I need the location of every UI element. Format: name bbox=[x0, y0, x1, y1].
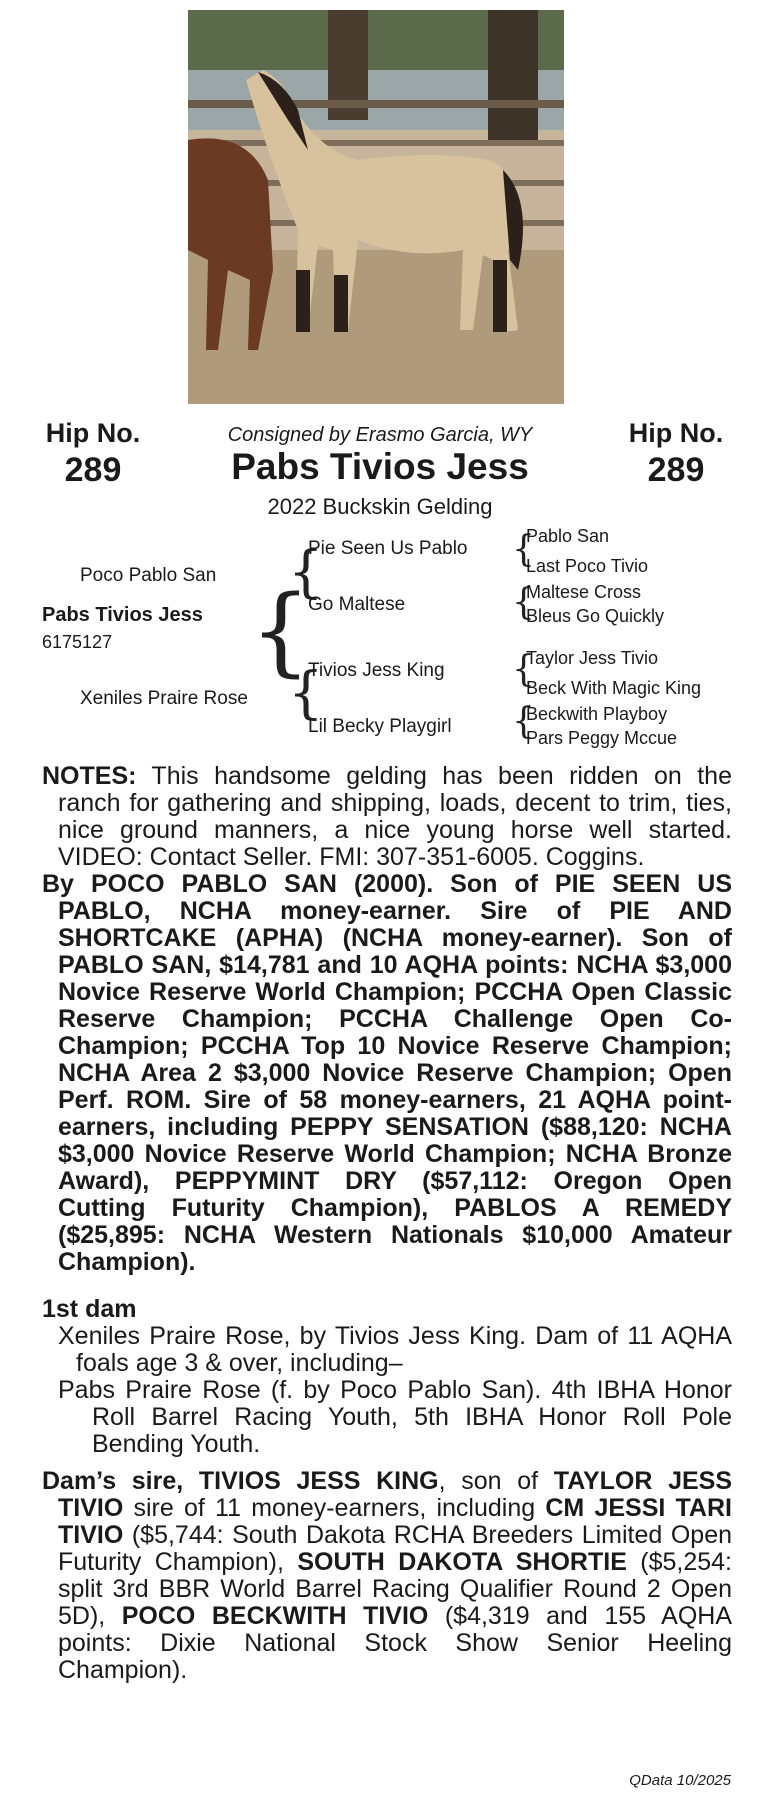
pedigree-ggp: Taylor Jess Tivio bbox=[526, 648, 659, 668]
pedigree-ggp: Pars Peggy Mccue bbox=[526, 728, 678, 748]
pedigree-ggp: Beckwith Playboy bbox=[526, 704, 668, 724]
catalog-body bbox=[42, 763, 732, 1684]
pedigree-sire-sire: Pie Seen Us Pablo bbox=[308, 538, 468, 559]
horse-photo-illustration bbox=[188, 10, 564, 404]
registration-number: 6175127 bbox=[42, 632, 113, 652]
dams-sire-lead: Dam’s sire, bbox=[42, 1467, 199, 1495]
pedigree-ggp: Last Poco Tivio bbox=[526, 556, 649, 576]
horse-description: 2022 Buckskin Gelding bbox=[267, 494, 493, 519]
hip-right bbox=[611, 418, 741, 490]
pedigree-sire-dam: Go Maltese bbox=[308, 594, 406, 615]
pedigree-dam-sire: Tivios Jess King bbox=[308, 660, 445, 681]
hip-label: Hip No. bbox=[45, 418, 141, 448]
offspring-name: CM JESSI TARI TIVIO bbox=[58, 1494, 732, 1549]
notes-text: This handsome gelding has been ridden on the ranch for gathering and shipping, loads, decent to trim, ties, nice ground manners, a nice young horse well started. VIDEO: Contact Seller. FMI: 307-351-6005. Coggins. bbox=[58, 762, 732, 871]
hip-label: Hip No. bbox=[628, 418, 724, 448]
brace-gp3: { bbox=[512, 649, 535, 690]
dams-sire-name: TIVIOS JESS KING bbox=[198, 1467, 439, 1495]
pedigree-ggp: Maltese Cross bbox=[526, 582, 642, 602]
text-run: , son of bbox=[438, 1467, 554, 1495]
pedigree-dam: Xeniles Praire Rose bbox=[80, 688, 248, 709]
brace-gp1: { bbox=[512, 529, 535, 570]
produce-record: Pabs Praire Rose (f. by Poco Pablo San). 4th IBHA Honor Roll Barrel Racing Youth, 5th IBHA Honor Roll Pole Bending Youth. bbox=[58, 1376, 732, 1458]
brace-dam: { bbox=[288, 661, 324, 726]
brace-gp4: { bbox=[512, 701, 535, 742]
hip-number: 289 bbox=[64, 451, 122, 489]
offspring-name: POCO BECKWITH TIVIO bbox=[121, 1602, 429, 1630]
hip-number: 289 bbox=[647, 451, 705, 489]
text-run: sire of 11 money-earners, including bbox=[123, 1494, 546, 1522]
sire-paragraph: By POCO PABLO SAN (2000). Son of PIE SEEN US PABLO, NCHA money-earner. Sire of PIE AND SHORTCAKE (APHA) (NCHA money-earner). Son of PABLO SAN, $14,781 and 10 AQHA points: NCHA $3,000 Novice Reserve World Champion; PCCHA Open Classic Reserve Champion; PCCHA Challenge Open Co-Champion; PCCHA Top 10 Novice Reserve Champion; NCHA Area 2 $3,000 Novice Reserve Champion; Open Perf. ROM. Sire of 58 money-earners, 21 AQHA point-earners, including PEPPY SENSATION ($88,120: NCHA $3,000 Novice Reserve World Champion; NCHA Bronze Award), PEPPYMINT DRY ($57,112: Oregon Open Cutting Futurity Champion), PABLOS A REMEDY ($25,895: NCHA Western Nationals $10,000 Amateur Champion). bbox=[42, 870, 732, 1276]
text-run: ($5,744: South Dakota RCHA Breeders Limited Open Futurity Champion), bbox=[58, 1521, 732, 1576]
pedigree-subject: Pabs Tivios Jess bbox=[42, 604, 203, 626]
consignor-line: Consigned by Erasmo Garcia, WY bbox=[227, 424, 533, 446]
pedigree-ggp: Pablo San bbox=[526, 526, 610, 546]
brace-sire: { bbox=[288, 540, 324, 605]
first-dam-label: 1st dam bbox=[42, 1295, 137, 1323]
text-run: ($5,254: split 3rd BBR World Barrel Racing Qualifier Round 2 Open 5D), bbox=[58, 1548, 733, 1630]
offspring-name: SOUTH DAKOTA SHORTIE bbox=[297, 1548, 627, 1576]
grandsire-name: TAYLOR JESS TIVIO bbox=[58, 1467, 733, 1522]
pedigree-ggp: Bleus Go Quickly bbox=[526, 606, 665, 626]
text-run: ($4,319 and 155 AQHA points: Dixie National Stock Show Senior Heeling Champion). bbox=[58, 1602, 733, 1684]
pedigree-ggp: Beck With Magic King bbox=[526, 678, 702, 698]
notes-label: NOTES: bbox=[42, 762, 137, 790]
first-dam-line: Xeniles Praire Rose, by Tivios Jess King. Dam of 11 AQHA foals age 3 & over, including– bbox=[58, 1322, 732, 1377]
notes-paragraph bbox=[42, 763, 732, 871]
brace-gp2: { bbox=[512, 582, 535, 623]
brace-main: { bbox=[250, 575, 312, 687]
hip-left bbox=[28, 418, 158, 490]
pedigree-sire: Poco Pablo San bbox=[80, 565, 217, 586]
pedigree-dam-dam: Lil Becky Playgirl bbox=[308, 716, 452, 737]
horse-photo bbox=[188, 10, 564, 404]
horse-name-title: Pabs Tivios Jess bbox=[231, 446, 529, 487]
dams-sire-paragraph bbox=[42, 1468, 732, 1684]
footer-qdata: QData 10/2025 bbox=[629, 1772, 731, 1789]
